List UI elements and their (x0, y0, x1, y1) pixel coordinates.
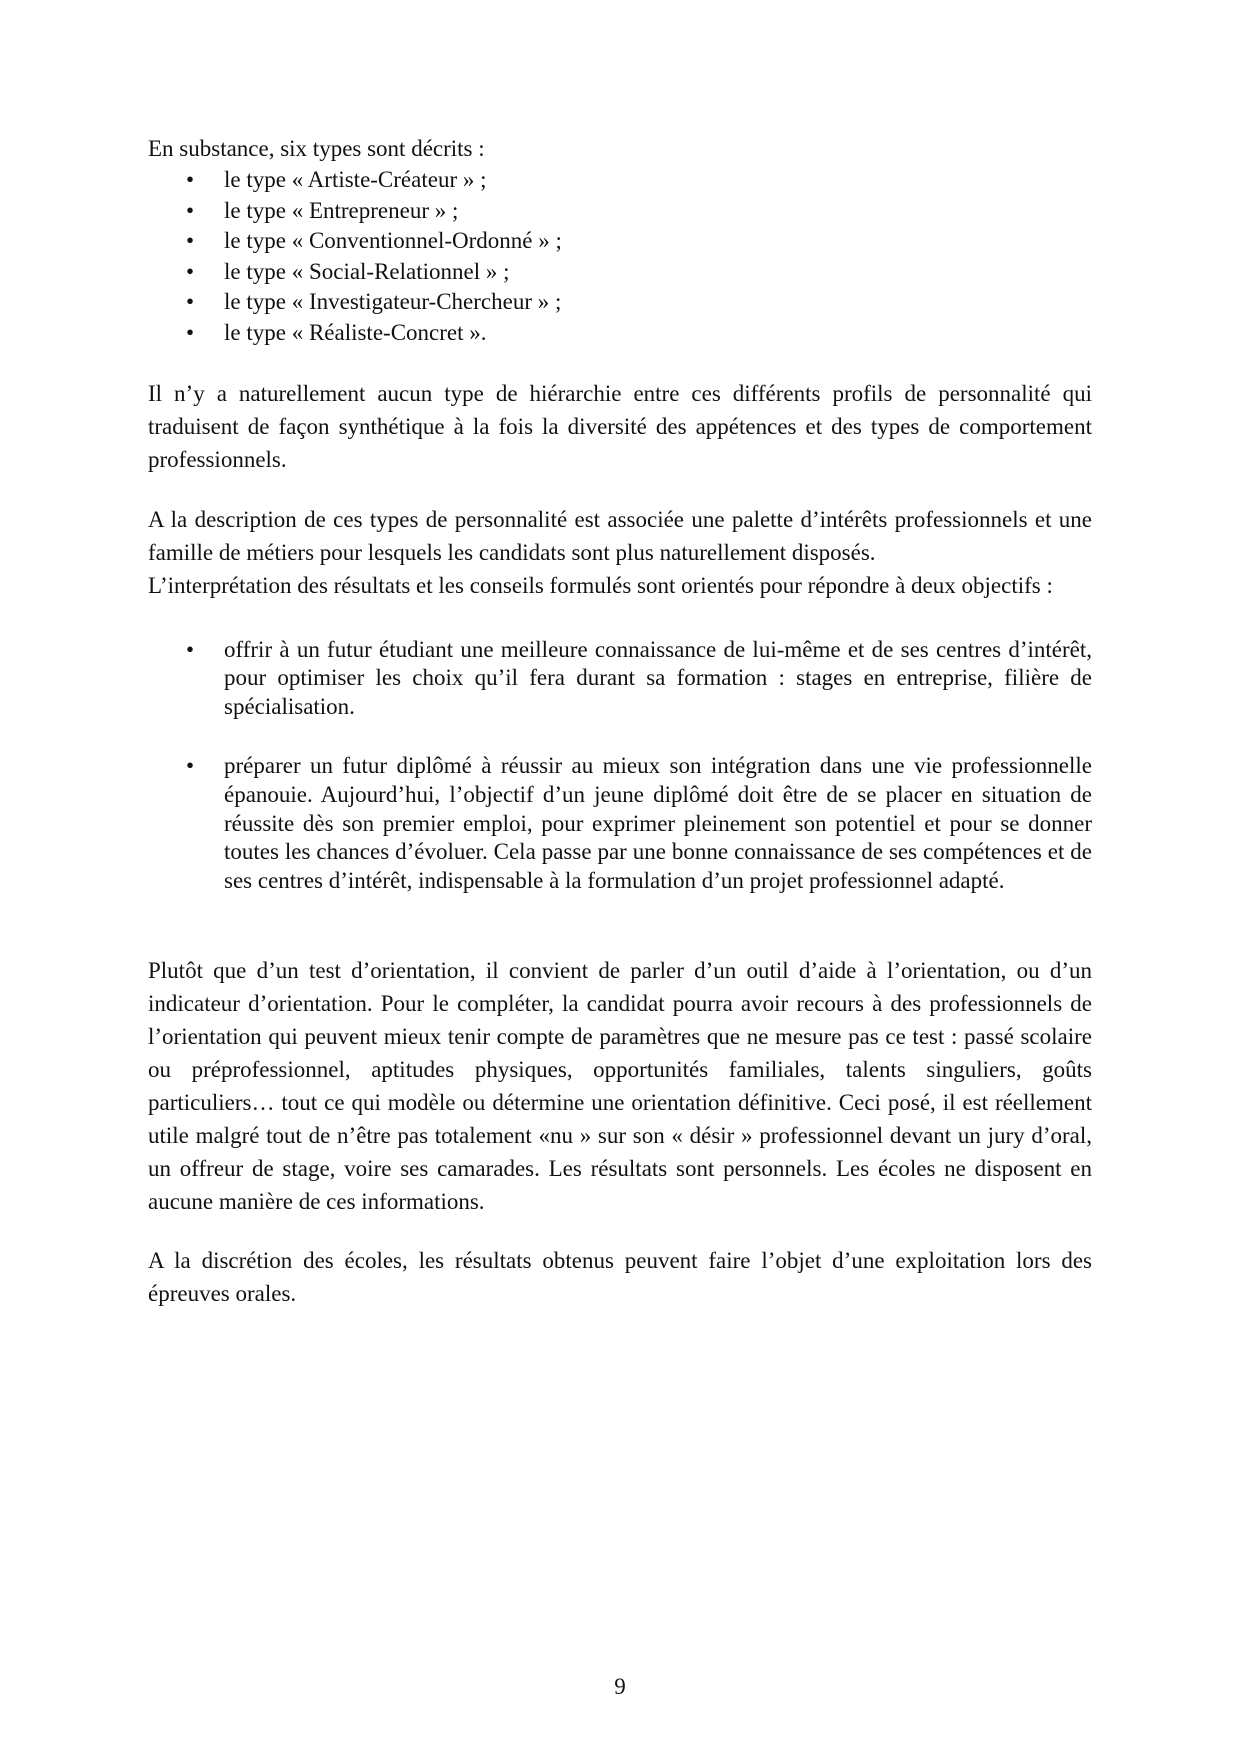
type-item: • le type « Investigateur-Chercheur » ; (148, 287, 1092, 318)
page-content (148, 132, 1092, 1310)
goals-list (148, 636, 1092, 896)
types-list (148, 165, 1092, 349)
goal-item: • offrir à un futur étudiant une meilleure connaissance de lui-même et de ses centres d’intérêt, pour optimiser les choix qu’il fera durant sa formation : stages en entreprise, filière de spécialisation. (148, 636, 1092, 722)
paragraph-discretion: A la discrétion des écoles, les résultats obtenus peuvent faire l’objet d’une exploitation lors des épreuves orales. (148, 1247, 1092, 1306)
type-item: • le type « Artiste-Créateur » ; (148, 165, 1092, 196)
paragraph-hierarchy: Il n’y a naturellement aucun type de hiérarchie entre ces différents profils de personnalité qui traduisent de façon synthétique à la fois la diversité des appétences et des types de comportement professionnels. (148, 380, 1092, 472)
type-item: • le type « Social-Relationnel » ; (148, 257, 1092, 288)
paragraph-objectives: L’interprétation des résultats et les conseils formulés sont orientés pour répondre à deux objectifs : (148, 572, 1053, 598)
type-item: • le type « Entrepreneur » ; (148, 196, 1092, 227)
goal-item: • préparer un futur diplômé à réussir au mieux son intégration dans une vie professionnelle épanouie. Aujourd’hui, l’objectif d’un jeune diplômé doit être de se placer en situation de réussite dès son premier emploi, pour exprimer pleinement son potentiel et pour se donner toutes les chances d’évoluer. Cela passe par une bonne connaissance de ses compétences et de ses centres d’intérêt, indispensable à la formulation d’un projet professionnel adapté. (148, 752, 1092, 896)
intro-line: En substance, six types sont décrits : (148, 136, 485, 161)
paragraph-palette: A la description de ces types de personnalité est associée une palette d’intérêts professionnels et une famille de métiers pour lesquels les candidats sont plus naturellement disposés. (148, 506, 1092, 565)
type-item: • le type « Réaliste-Concret ». (148, 318, 1092, 349)
type-item: • le type « Conventionnel-Ordonné » ; (148, 226, 1092, 257)
page-number: 9 (614, 1674, 626, 1699)
paragraph-tool: Plutôt que d’un test d’orientation, il convient de parler d’un outil d’aide à l’orientation, ou d’un indicateur d’orientation. Pour le compléter, la candidat pourra avoir recours à des professionnels de l’orientation qui peuvent mieux tenir compte de paramètres que ne mesure pas ce test : passé scolaire ou préprofessionnel, aptitudes physiques, opportunités familiales, talents singuliers, goûts particuliers… tout ce qui modèle ou détermine une orientation définitive. Ceci posé, il est réellement utile malgré tout de n’être pas totalement «nu » sur son « désir » professionnel devant un jury d’oral, un offreur de stage, voire ses camarades. Les résultats sont personnels. Les écoles ne disposent en aucune manière de ces informations. (148, 957, 1092, 1214)
